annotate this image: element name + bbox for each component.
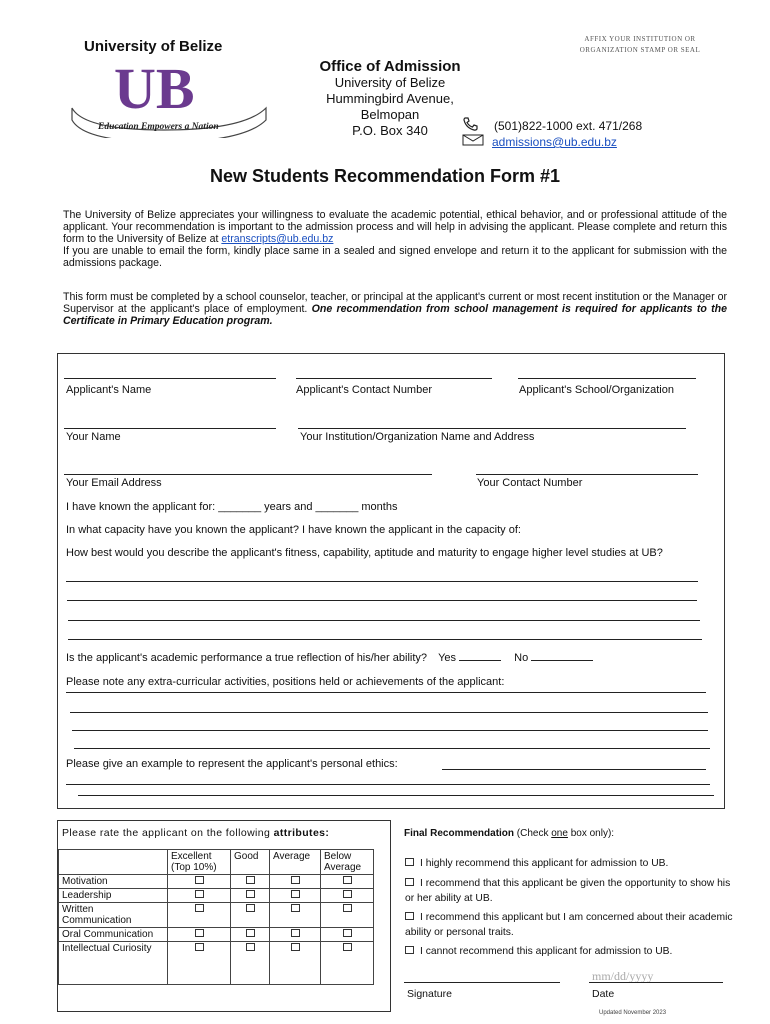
known-for-question: I have known the applicant for: _______ years and _______ months: [66, 501, 398, 513]
checkbox-cannot-recommend[interactable]: [405, 946, 414, 954]
checkbox-below-average-curiosity[interactable]: [343, 943, 352, 951]
office-line-1: University of Belize: [334, 75, 446, 90]
final-option-2: [405, 876, 735, 906]
rating-cell: [321, 928, 374, 942]
envelope-icon: [462, 134, 484, 150]
extracurricular-question: Please note any extra-curricular activities, positions held or achievements of the applicant:: [66, 676, 505, 688]
checkbox-excellent-curiosity[interactable]: [195, 943, 204, 951]
your-name-field[interactable]: [64, 428, 276, 429]
instructions-emphasis: One recommendation from school management is required for applicants to the Certificate in Primary Education program.: [63, 303, 728, 327]
rating-row-label: Leadership: [59, 889, 168, 903]
admissions-email-link[interactable]: admissions@ub.edu.bz: [492, 135, 617, 149]
final-note-pre: (Check: [514, 828, 552, 839]
rating-cell: [321, 942, 374, 985]
no-label: No: [514, 652, 529, 664]
rating-title-bold: attributes:: [273, 827, 330, 839]
rating-row-curiosity: [59, 942, 374, 985]
ethics-line-1[interactable]: [66, 784, 710, 785]
applicant-contact-label: Applicant's Contact Number: [296, 384, 432, 396]
checkbox-good-leadership[interactable]: [246, 890, 255, 898]
checkbox-below-average-written[interactable]: [343, 904, 352, 912]
rating-header-row: [59, 850, 374, 875]
your-email-label: Your Email Address: [66, 477, 162, 489]
logo-title: University of Belize: [84, 38, 223, 55]
final-note-underline: one: [551, 828, 568, 839]
fitness-answer-line-1[interactable]: [66, 581, 698, 582]
checkbox-average-written[interactable]: [291, 904, 300, 912]
rating-cell: [270, 875, 321, 889]
final-option-1: [405, 856, 725, 871]
logo-motto: Education Empowers a Nation: [98, 122, 219, 132]
stamp-line-2: ORGANIZATION STAMP OR SEAL: [579, 46, 701, 54]
checkbox-average-motivation[interactable]: [291, 876, 300, 884]
checkbox-excellent-written[interactable]: [195, 904, 204, 912]
extracurricular-line-3[interactable]: [72, 730, 708, 731]
rating-cell: [231, 889, 270, 903]
applicant-school-field[interactable]: [518, 378, 696, 379]
rating-cell: [321, 903, 374, 928]
date-placeholder: mm/dd/yyyy: [592, 969, 654, 983]
rating-row-label: Motivation: [59, 875, 168, 889]
ethics-line-0[interactable]: [442, 769, 706, 770]
office-line-2: Hummingbird Avenue, Belmopan: [326, 91, 454, 122]
rating-cell: [270, 928, 321, 942]
rating-cell: [168, 928, 231, 942]
your-name-label: Your Name: [66, 431, 121, 443]
applicant-name-label: Applicant's Name: [66, 384, 152, 396]
recommender-form-box: [57, 353, 725, 809]
fitness-answer-line-4[interactable]: [68, 639, 702, 640]
intro-text-1: The University of Belize appreciates your willingness to evaluate the academic potential, ethical behavior, and or professional attitude of the applicant. Your recommendation is important to the admission process and will help in advising the applicant. Please complete and return this form to the University of Belize at: [63, 209, 727, 245]
office-header: [300, 58, 480, 139]
fitness-answer-line-2[interactable]: [67, 600, 697, 601]
checkbox-average-leadership[interactable]: [291, 890, 300, 898]
final-recommendation-heading: [404, 828, 614, 839]
applicant-school-label: Applicant's School/Organization: [519, 384, 674, 396]
checkbox-good-curiosity[interactable]: [246, 943, 255, 951]
academic-question: [66, 652, 593, 664]
signature-label: Signature: [407, 988, 452, 1000]
rating-row-label: Intellectual Curiosity: [59, 942, 168, 985]
university-logo: [64, 38, 274, 138]
final-option-1-text: I highly recommend this applicant for admission to UB.: [420, 858, 669, 869]
rating-cell: [270, 903, 321, 928]
date-label: Date: [592, 988, 615, 1000]
ethics-line-2[interactable]: [78, 795, 714, 796]
checkbox-below-average-leadership[interactable]: [343, 890, 352, 898]
checkbox-good-written[interactable]: [246, 904, 255, 912]
rating-header-blank: [59, 850, 168, 875]
rating-row-leadership: [59, 889, 374, 903]
rating-cell: [270, 942, 321, 985]
capacity-question: In what capacity have you known the applicant? I have known the applicant in the capacity of:: [66, 524, 521, 536]
extracurricular-line-1[interactable]: [66, 692, 706, 693]
checkbox-excellent-oral[interactable]: [195, 929, 204, 937]
email-row: [462, 134, 642, 150]
final-title: Final Recommendation: [404, 828, 515, 839]
your-email-field[interactable]: [64, 474, 432, 475]
applicant-name-field[interactable]: [64, 378, 276, 379]
rating-cell: [321, 889, 374, 903]
checkbox-average-oral[interactable]: [291, 929, 300, 937]
rating-header-below-average: Below Average: [321, 850, 374, 875]
checkbox-below-average-oral[interactable]: [343, 929, 352, 937]
form-title: New Students Recommendation Form #1: [209, 166, 561, 186]
extracurricular-line-2[interactable]: [70, 712, 708, 713]
instructions-text: This form must be completed by a school counselor, teacher, or principal at the applicant's current or most recent institution or the Manager or Supervisor at the applicant's place of employment.: [63, 291, 727, 315]
rating-cell: [231, 942, 270, 985]
rating-header-good: Good: [231, 850, 270, 875]
checkbox-average-curiosity[interactable]: [291, 943, 300, 951]
final-option-3-text: I recommend this applicant but I am concerned about their academic ability or personal traits.: [405, 912, 733, 938]
checkbox-good-oral[interactable]: [246, 929, 255, 937]
office-contact: [462, 118, 642, 150]
checkbox-recommend-concerned[interactable]: [405, 912, 414, 920]
rating-row-written: [59, 903, 374, 928]
yes-field[interactable]: [459, 660, 501, 661]
rating-row-label: Oral Communication: [59, 928, 168, 942]
stamp-note: [540, 34, 740, 56]
updated-note: Updated November 2023: [599, 1010, 667, 1016]
rating-row-oral: [59, 928, 374, 942]
rating-header-average: Average: [270, 850, 321, 875]
no-field[interactable]: [531, 660, 593, 661]
rating-box: [57, 820, 391, 1012]
final-option-4-text: I cannot recommend this applicant for admission to UB.: [420, 946, 673, 957]
checkbox-highly-recommend[interactable]: [405, 858, 414, 866]
rating-cell: [168, 875, 231, 889]
rating-cell: [168, 889, 231, 903]
checkbox-excellent-leadership[interactable]: [195, 890, 204, 898]
signature-field[interactable]: [404, 982, 560, 983]
etranscripts-email-link[interactable]: etranscripts@ub.edu.bz: [221, 233, 334, 245]
final-option-4: [405, 944, 725, 959]
checkbox-good-motivation[interactable]: [246, 876, 255, 884]
office-line-3: P.O. Box 340: [352, 123, 428, 138]
phone-row: [462, 118, 642, 134]
checkbox-excellent-motivation[interactable]: [195, 876, 204, 884]
rating-table: [58, 849, 374, 985]
rating-title: [62, 827, 329, 839]
fitness-question: How best would you describe the applicant's fitness, capability, aptitude and maturity to engage higher level studies at UB?: [66, 547, 663, 559]
your-contact-field[interactable]: [476, 474, 698, 475]
final-option-2-text: I recommend that this applicant be given the opportunity to show his or her ability at UB.: [405, 878, 731, 904]
rating-cell: [321, 875, 374, 889]
office-title: Office of Admission: [319, 58, 461, 75]
rating-title-prefix: Please rate the applicant on the following: [62, 827, 274, 839]
extracurricular-line-4[interactable]: [74, 748, 710, 749]
rating-cell: [270, 889, 321, 903]
instructions-paragraph: [63, 291, 727, 327]
academic-question-text: Is the applicant's academic performance a true reflection of his/her ability?: [66, 652, 428, 664]
rating-row-motivation: [59, 875, 374, 889]
rating-row-label: Written Communication: [59, 903, 168, 928]
phone-number: (501)822-1000 ext. 471/268: [494, 119, 643, 133]
your-contact-label: Your Contact Number: [477, 477, 583, 489]
rating-cell: [231, 903, 270, 928]
ethics-question: Please give an example to represent the applicant's personal ethics:: [66, 758, 398, 770]
stamp-line-1: AFFIX YOUR INSTITUTION OR: [584, 35, 696, 43]
intro-text-2: If you are unable to email the form, kindly place same in a sealed and signed envelope and return it to the applicant for submission with the admissions package.: [63, 245, 727, 269]
checkbox-recommend-opportunity[interactable]: [405, 878, 414, 886]
your-institution-field[interactable]: [298, 428, 686, 429]
logo-graphic: [64, 38, 274, 138]
rating-cell: [168, 942, 231, 985]
intro-paragraph: [63, 209, 727, 269]
final-note-post: box only):: [567, 828, 615, 839]
rating-cell: [231, 928, 270, 942]
applicant-contact-field[interactable]: [296, 378, 492, 379]
your-institution-label: Your Institution/Organization Name and Address: [300, 431, 535, 443]
fitness-answer-line-3[interactable]: [68, 620, 700, 621]
rating-cell: [231, 875, 270, 889]
phone-icon: [462, 117, 478, 135]
logo-letters: UB: [114, 56, 195, 121]
yes-label: Yes: [438, 652, 457, 664]
checkbox-below-average-motivation[interactable]: [343, 876, 352, 884]
date-field[interactable]: [589, 982, 723, 983]
final-option-3: [405, 910, 735, 940]
rating-cell: [168, 903, 231, 928]
rating-header-excellent: Excellent (Top 10%): [168, 850, 231, 875]
